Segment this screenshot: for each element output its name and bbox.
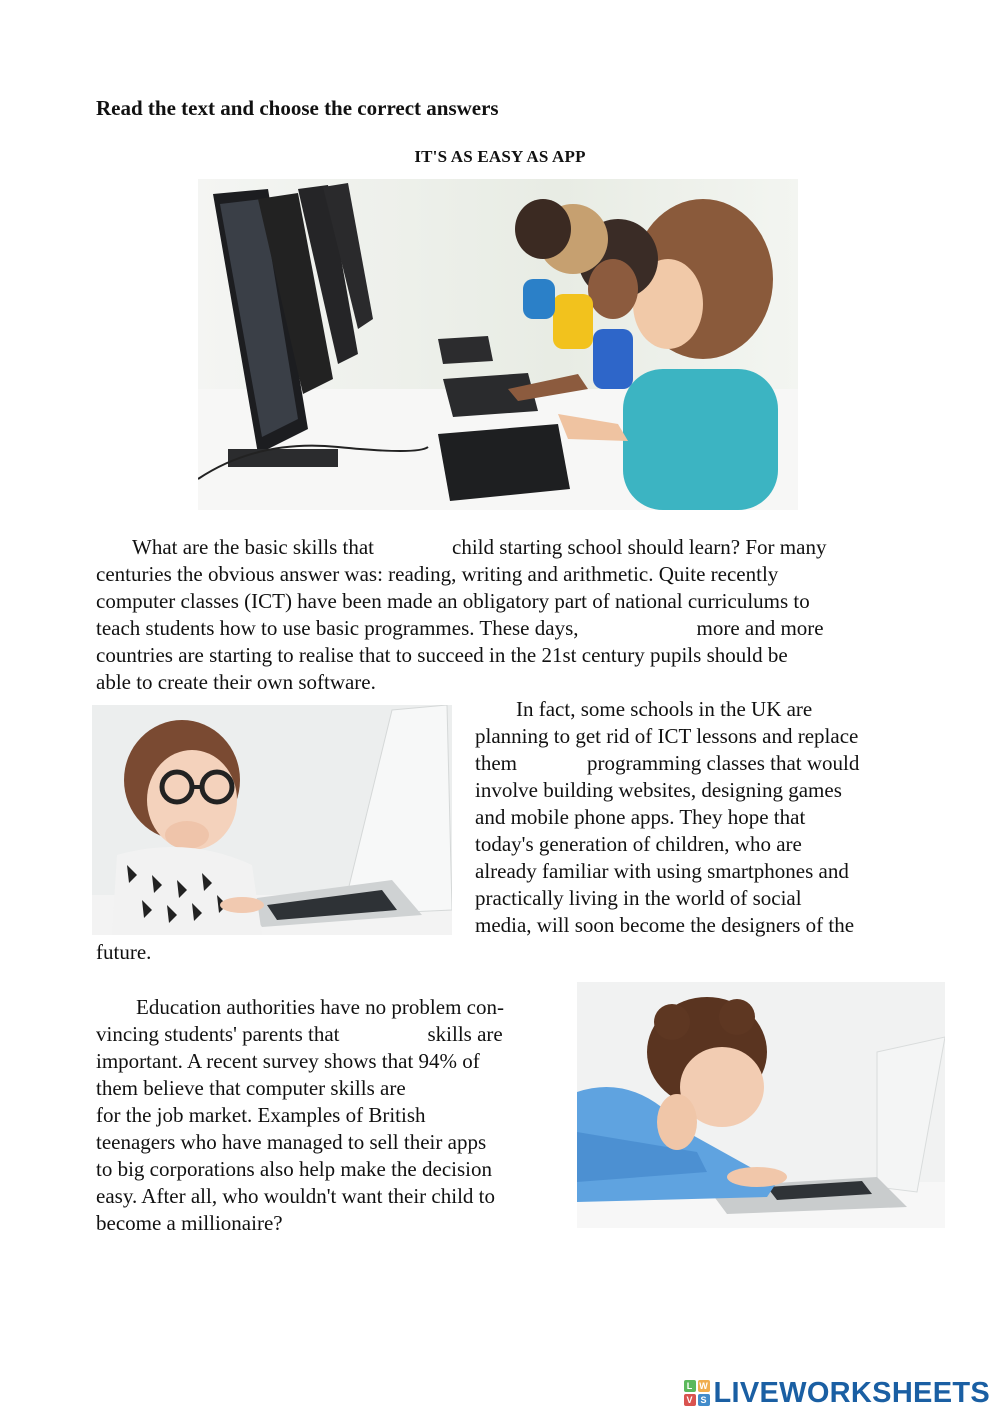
logo-mark-icon — [684, 1380, 710, 1406]
p3-line2-start: vincing students' parents that — [96, 1022, 340, 1046]
classroom-computers-photo — [198, 179, 798, 510]
p1-line3: computer classes (ICT) have been made an obligatory part of national curriculums to — [96, 589, 810, 613]
p2-line8: practically living in the world of social — [475, 886, 802, 910]
logo-text: LIVEWORKSHEETS — [713, 1376, 990, 1409]
logo-letter: W — [699, 1381, 708, 1391]
p2-line10: future. — [96, 940, 152, 964]
liveworksheets-logo — [684, 1376, 991, 1410]
p3-line2-end: skills are — [427, 1022, 503, 1046]
p3-line1: Education authorities have no problem con- — [136, 995, 504, 1019]
p1-line1 — [132, 534, 826, 561]
p3-line4: them believe that computer skills are — [96, 1076, 406, 1100]
p3-line6: teenagers who have managed to sell their apps — [96, 1130, 487, 1154]
p1-line1-start: What are the basic skills that — [132, 535, 375, 559]
logo-letter: V — [684, 1394, 696, 1406]
instruction-heading: Read the text and choose the correct answers — [96, 96, 499, 120]
p2-line3-start: them — [475, 751, 517, 775]
p1-line5: countries are starting to realise that to succeed in the 21st century pupils should be — [96, 643, 788, 667]
p3-line5: for the job market. Examples of British — [96, 1103, 426, 1127]
p2-line1: In fact, some schools in the UK are — [516, 697, 813, 721]
p2-line6: today's generation of children, who are — [475, 832, 802, 856]
p1-line2: centuries the obvious answer was: reading, writing and arithmetic. Quite recently — [96, 562, 779, 586]
girl-laptop-photo — [92, 705, 452, 935]
p2-line4: involve building websites, designing games — [475, 778, 842, 802]
p2-line5: and mobile phone apps. They hope that — [475, 805, 806, 829]
logo-letter: L — [684, 1380, 696, 1392]
p3-line8: easy. After all, who wouldn't want their child to — [96, 1184, 495, 1208]
p1-line1-end: child starting school should learn? For many — [452, 535, 827, 559]
p3-line7: to big corporations also help make the decision — [96, 1157, 492, 1181]
logo-letter: S — [698, 1394, 710, 1406]
p2-line3 — [475, 750, 859, 777]
p2-line7: already familiar with using smartphones and — [475, 859, 849, 883]
p3-line3: important. A recent survey shows that 94% of — [96, 1049, 480, 1073]
p3-line9: become a millionaire? — [96, 1211, 283, 1235]
p1-line4 — [96, 615, 824, 642]
p1-line4-end: more and more — [696, 616, 824, 640]
p1-line6: able to create their own software. — [96, 670, 376, 694]
article-title: IT'S AS EASY AS APP — [414, 147, 586, 166]
p2-line3-end: programming classes that would — [587, 751, 860, 775]
boy-laptop-photo — [577, 982, 945, 1228]
p3-line2 — [96, 1021, 503, 1048]
p2-line9: media, will soon become the designers of the — [475, 913, 855, 937]
p2-line2: planning to get rid of ICT lessons and replace — [475, 724, 859, 748]
p1-line4-start: teach students how to use basic programmes. These days, — [96, 616, 579, 640]
